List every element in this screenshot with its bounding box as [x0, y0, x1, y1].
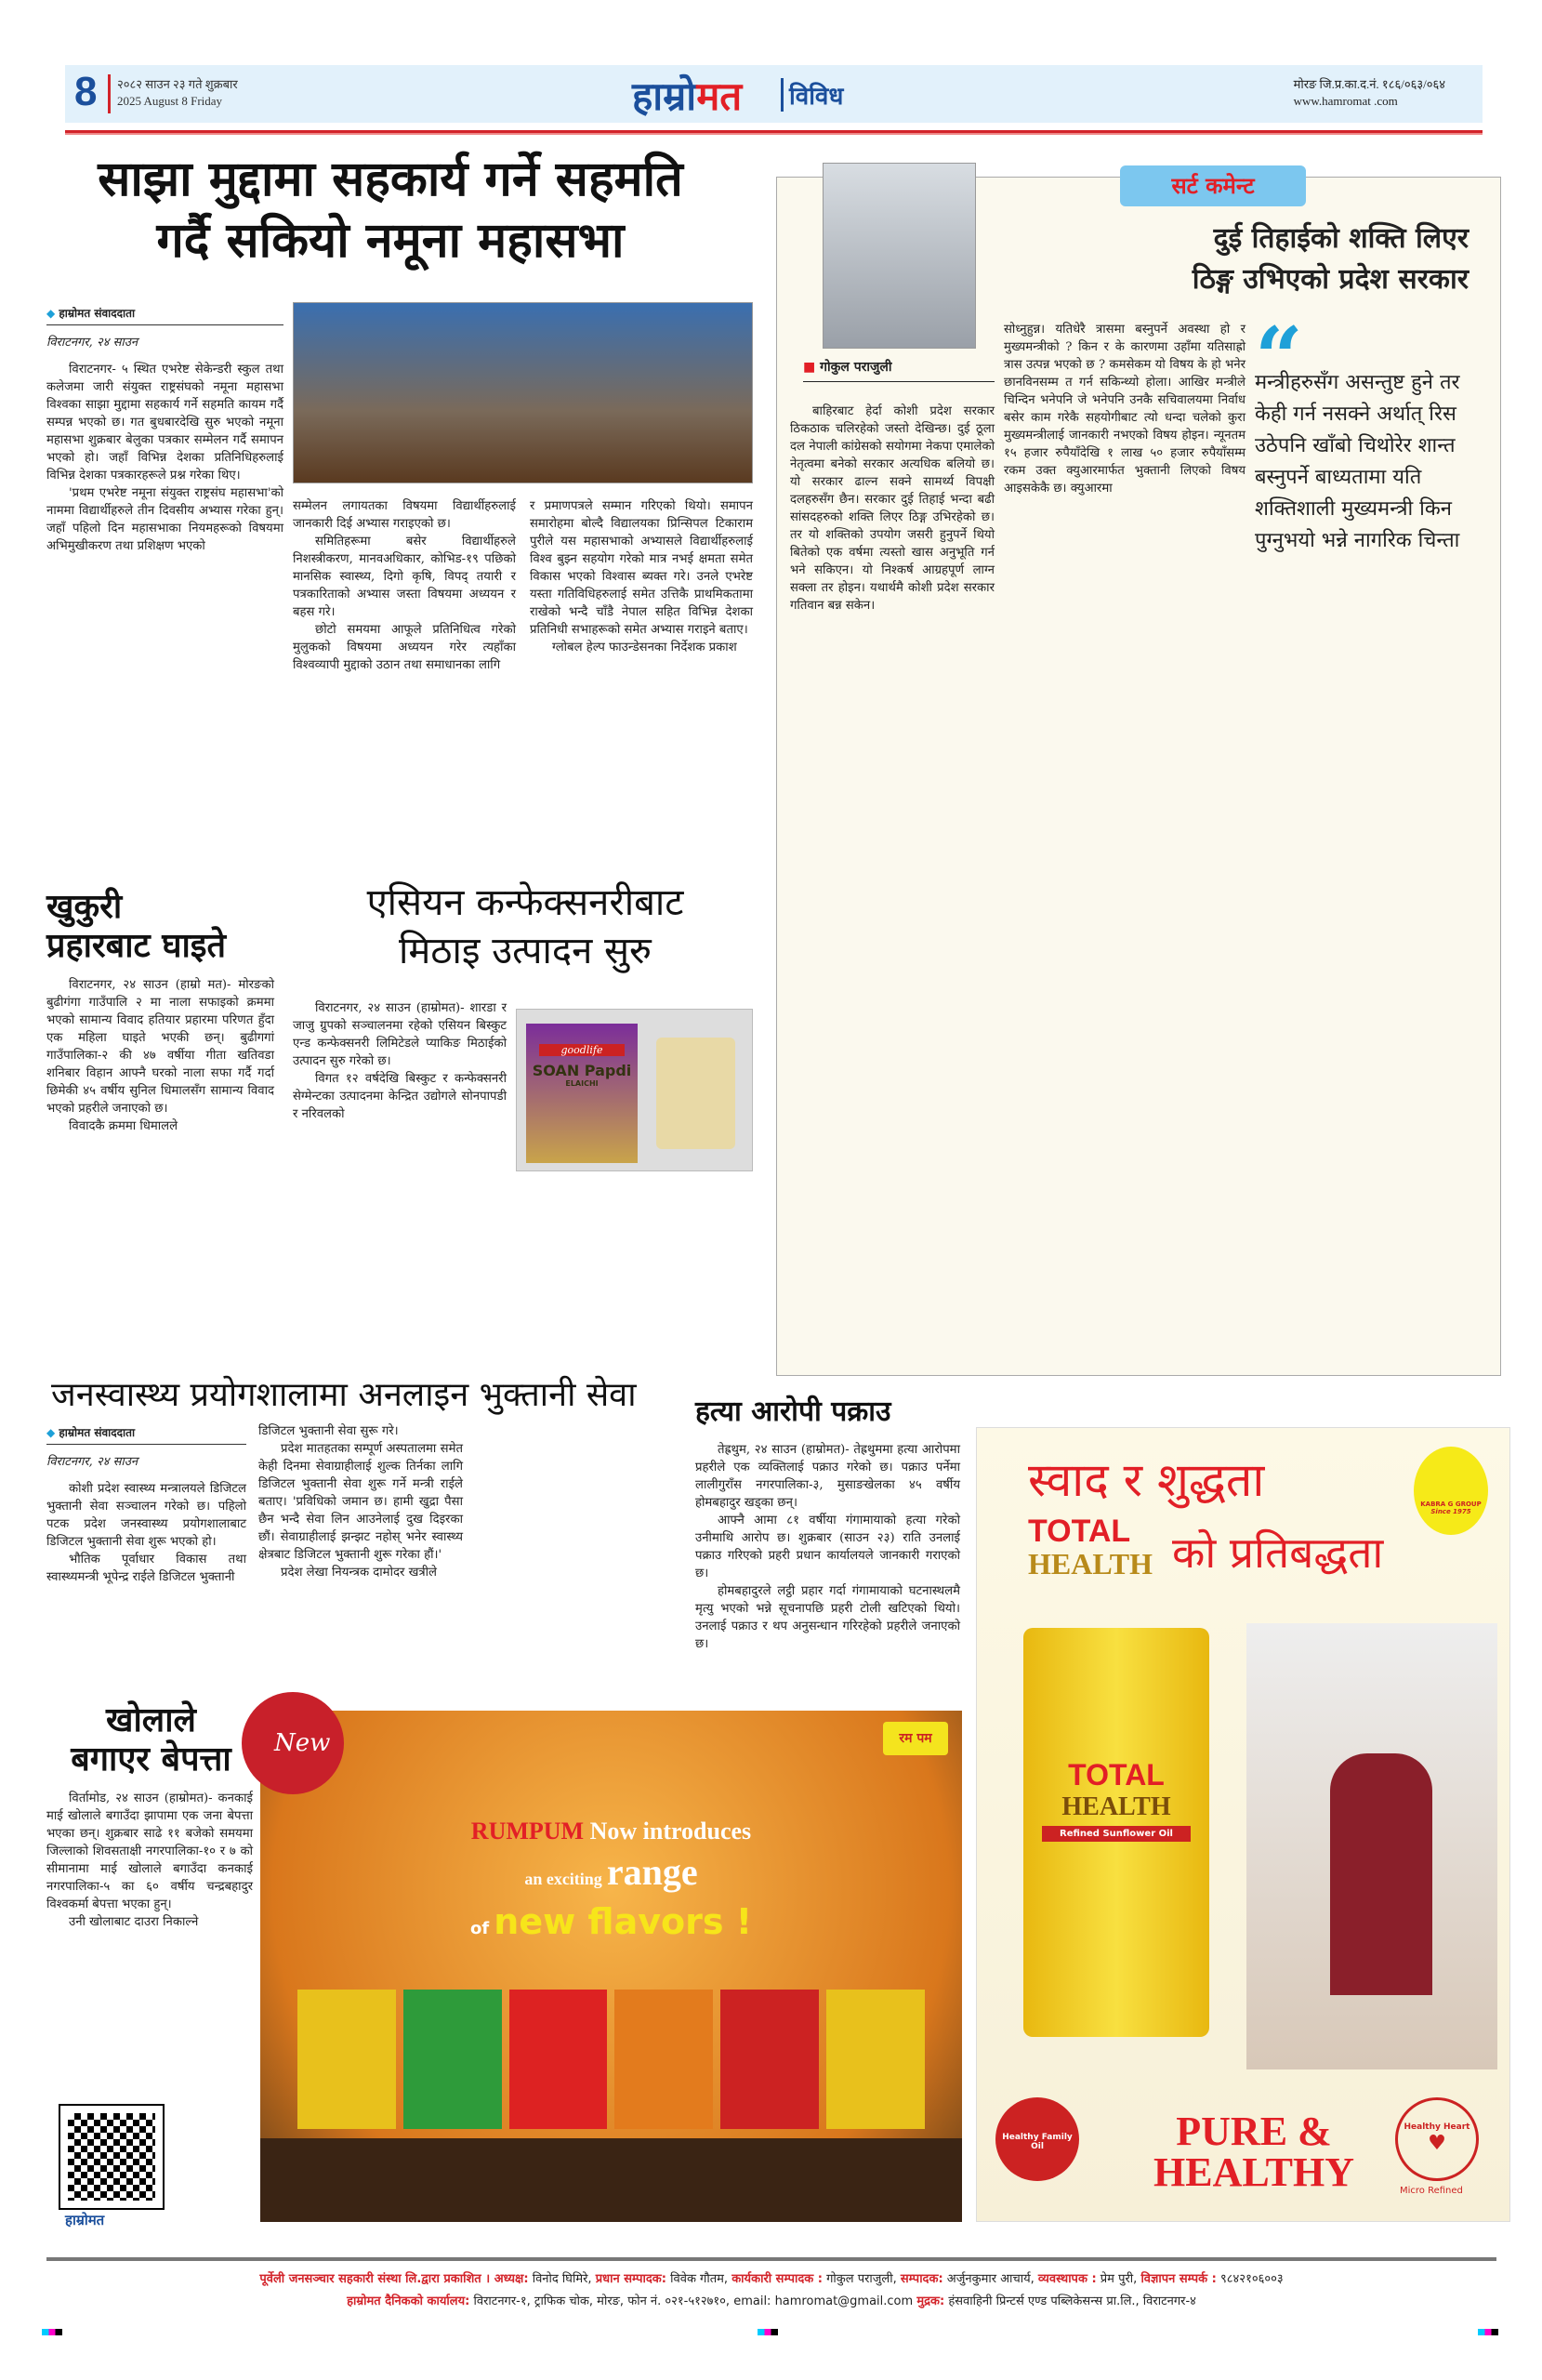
health-col-1 — [46, 1424, 246, 1586]
lead-col-2 — [293, 497, 516, 674]
masthead — [65, 65, 1483, 123]
comment-col-1 — [790, 358, 995, 615]
hatya-headline: हत्या आरोपी पक्राउ — [695, 1395, 891, 1428]
micro-refined: Micro Refined — [1400, 2186, 1463, 2196]
brand: RUMPUM — [470, 1818, 585, 1844]
khukuri-headline — [46, 888, 279, 966]
headline-line: बगाएर बेपत्ता — [71, 1740, 231, 1778]
khukuri-body — [46, 976, 274, 1135]
lead-col-3 — [530, 497, 753, 656]
pouch-brand: TOTAL — [1068, 1758, 1165, 1792]
healthy-family-seal: Healthy Family Oil — [995, 2097, 1079, 2181]
paragraph: कोशी प्रदेश स्वास्थ्य मन्त्रालयले डिजिटल भुक्तानी सेवा सञ्चालन गरेको छ। पहिलो पटक प्रदेश जनस्वास्थ्य प्रयोगशालाबाट डिजिटल भुक्तानी सेवा शुरू भएको हो। — [46, 1482, 246, 1549]
label: सम्पादक: — [900, 2272, 943, 2286]
paragraph: 'प्रथम एभरेष्ट नमूना संयुक्त राष्ट्रसंघ महासभा'को नाममा विद्यार्थीहरुले तीन दिवसीय अभ्यास गरेका हुन्। जहाँ पहिलो दिन महासभाका नियमहरूको विषयमा अभिमुखीकरण तथा प्रशिक्षण भएको — [46, 486, 283, 553]
quote-mark-icon: “ — [1255, 309, 1303, 407]
ad-text: of — [469, 1919, 490, 1938]
value: अर्जुनकुमार आचार्य, — [942, 2272, 1038, 2286]
paragraph: छोटो समयमा आफूले प्रतिनिधित्व गरेको मुलुकको विषयमा अध्ययन गरेर त्यहाँका विश्वव्यापी मुद्दाको उठान तथा समाधानका लागि — [293, 623, 516, 672]
ad-line — [260, 1818, 962, 1845]
website[interactable]: www.hamromat .com — [1293, 94, 1398, 108]
product-brand: goodlife — [539, 1044, 625, 1056]
registration-number: मोरङ जि.प्र.का.द.नं. १८६/०६३/०६४ — [1293, 77, 1445, 91]
heart-icon: ♥ — [1428, 2132, 1446, 2155]
kabra-logo — [1414, 1447, 1488, 1535]
logo-part-red: मत — [696, 73, 743, 119]
headline-line: दुई तिहाईको शक्ति लिएर — [1213, 222, 1469, 255]
product-flavor: ELAICHI — [565, 1079, 599, 1088]
sweet-piece — [656, 1038, 735, 1149]
label: व्यवस्थापक : — [1037, 2272, 1097, 2286]
paragraph: विराटनगर- ५ स्थित एभरेष्ट सेकेन्डरी स्कुल तथा कलेजमा जारी संयुक्त राष्ट्रसंघको नमूना महासभा विश्वका साझा मुद्दामा सहकार्य गर्ने सहमति कायम गर्दै सम्पन्न भएको छ। गत बुधबारदेखि सुरु भएको नमूना महासभा शुक्रबार बेलुका पत्रकार सम्मेलन गर्दै समापन भएको हो। जहाँ विभिन्न देशका प्रतिनिधिहरुलाई विभिन्न देशका पत्रकारहरूले प्रश्न गरेका थिए। — [46, 363, 283, 483]
rumpum-advertisement[interactable] — [260, 1711, 962, 2222]
footer-imprint — [46, 2257, 1496, 2313]
khola-body — [46, 1790, 253, 1931]
author-photo — [823, 163, 976, 349]
pack — [614, 1990, 713, 2129]
ad-line — [260, 1850, 962, 1894]
square-icon: ■ — [803, 360, 821, 375]
paragraph: र प्रमाणपत्रले सम्मान गरिएको थियो। समापन समारोहमा बोल्दै विद्यालयका प्रिन्सिपल टिकाराम पुरीले यस महासभाको अभ्यासले विद्यार्थीहरुलाई विश्व बुझ्न सहयोग गरेको मात्र नभई क्षमता समेत विकास भएको विश्वास ब्यक्त गरे। उनले एभरेष्ट यस्ता गतिविधिहरुलाई समेत उत्तिकै प्राथमिकतामा राखेको भन्दै चाँडै नेपाल सहित विभिन्न देशका प्रतिनिधी सभाहरूको समेत अभ्यास गराइने बताए। — [530, 499, 753, 637]
value: विनोद घिमिरे, — [528, 2272, 596, 2286]
headline-line: एसियन कन्फेक्सनरीबाट — [366, 881, 684, 924]
pouch-product: Refined Sunflower Oil — [1042, 1826, 1191, 1842]
logo — [632, 69, 742, 122]
brand-health: HEALTH — [1028, 1547, 1153, 1580]
paragraph: विराटनगर, २४ साउन (हाम्रो मत)- मोरङको बुढीगंगा गाउँपालि २ मा नाला सफाइको क्रममा भएको सामान्य विवाद हतियार प्रहारमा परिणत हुँदा एक महिला घाइते भएकी छन्। बुढीगगां गाउँपालिका-२ की ४७ वर्षीया गीता खतिवडा शनिबार विहान आफ्नै घरको नाला सफा गर्दै गर्दा छिमेकी ४५ वर्षीय सुनिल धिमालसँग सामान्य विवाद भएको प्रहरीले जनाएको छ। — [46, 978, 274, 1116]
paragraph: होमबहादुरले लट्ठी प्रहार गर्दा गंगामायाको घटनास्थलमै मृत्यु भएको भन्ने सूचनापछि प्रहरी टोली खटिएको थियो। उनलाई पक्राउ र थप अनुसन्धान गरिरहेको प्रहरीले जनाएको छ। — [695, 1584, 960, 1651]
value: गोकुल पराजुली, — [822, 2272, 901, 2286]
headline-line: खुकुरी — [46, 888, 123, 926]
page-number: 8 — [74, 69, 98, 114]
value: प्रेम पुरी, — [1096, 2272, 1141, 2286]
value: विराटनगर-१, ट्राफिक चोक, मोरङ, फोन नं. ०२१-५१२७१०, email: hamromat@gmail.com — [469, 2294, 917, 2308]
comment-col-2 — [1004, 321, 1245, 497]
label: प्रधान सम्पादक: — [595, 2272, 666, 2286]
dateline: विराटनगर, २४ साउन — [46, 1455, 138, 1469]
author-text: गोकुल पराजुली — [820, 360, 892, 375]
value: हंसवाहिनी प्रिन्टर्स एण्ड पब्लिकेसन्स प्रा.लि., विराटनगर-४ — [944, 2294, 1196, 2308]
paragraph: विगत १२ वर्षदेखि बिस्कुट र कन्फेक्सनरी सेग्मेन्टका उत्पादनमा केन्द्रित उद्योगले सोनपापडी र नरिवलको — [293, 1072, 507, 1121]
paragraph: समितिहरूमा बसेर विद्यार्थीहरुले निशस्त्रीकरण, मानवअधिकार, कोभिड-१९ पछिको मानसिक स्वास्थ्य, दिगो कृषि, विपद् तयारी र पत्रकारिताको अभ्यास जस्ता विषयमा अध्ययन र बहस गरे। — [293, 535, 516, 619]
ad-text: range — [606, 1851, 698, 1893]
paragraph: आफ्नै आमा ८१ वर्षीया गंगामायाको हत्या गरेको उनीमाथि आरोप छ। शुक्रबार (साउन २३) राति उनलाई पक्राउ गरिएको प्रहरी प्रधान कार्यालयले जानकारी गराएको छ। — [695, 1514, 960, 1580]
pouch-brand-2: HEALTH — [1061, 1792, 1171, 1821]
date — [117, 76, 238, 110]
soan-papdi-photo — [516, 1009, 753, 1171]
qr-logo: हाम्रोमत — [65, 2212, 105, 2228]
date-nepali: २०८२ साउन २३ गते शुक्रबार — [117, 77, 238, 91]
value: ९८४२१०६००३ — [1216, 2272, 1284, 2286]
registration-mark — [758, 2329, 778, 2335]
headline-line: खोलाले — [106, 1701, 196, 1739]
date-english: 2025 August 8 Friday — [117, 94, 223, 108]
paragraph: भौतिक पूर्वाधार विकास तथा स्वास्थ्यमन्त्री भूपेन्द्र राईले डिजिटल भुक्तानी — [46, 1553, 246, 1584]
product-name: SOAN Papdi — [532, 1062, 632, 1079]
paragraph: सम्मेलन लगायतका विषयमा विद्यार्थीहरुलाई जानकारी दिई अभ्यास गराइएको छ। — [293, 499, 516, 531]
total-health-advertisement[interactable] — [976, 1427, 1510, 2222]
header-rule — [65, 130, 1483, 135]
comment-headline — [1022, 218, 1469, 300]
ad-text: new flavors ! — [494, 1901, 753, 1942]
value: विवेक गौतम, — [666, 2272, 732, 2286]
product-pack — [526, 1024, 638, 1163]
registration — [1294, 76, 1445, 110]
paragraph: बाहिरबाट हेर्दा कोशी प्रदेश सरकार ठिकठाक चलिरहेको जस्तो देखिन्छ। दुई ठूला दल नेपाली कांग्रेसको सयोगमा नेकपा एमालेको नेतृत्वमा बनेको सरकार अत्यधिक बलियो छ। यो सरकार ढाल्न सक्ने सामर्थ्य विपक्षी दलहरुसँग छैन। सरकार दुई तिहाई भन्दा बढी सांसदहरुको शक्ति लिएर ठिङ्ग उभिरहेको छ। तर यो शक्तिको उपयोग जसरी हुनुपर्ने थियो बितेको एक वर्षमा त्यस्तो खास अनुभूति गर्न भने सकिएन। यो निश्कर्ष आग्रहपूर्ण लाग्न सक्ला तर होइन। यथार्थमै कोशी प्रदेश सरकार गतिवान बन्न सकेन। — [790, 404, 995, 613]
imprint-line-2 — [46, 2291, 1496, 2313]
headline-line: प्रहारबाट घाइते — [46, 927, 227, 965]
new-badge: New — [242, 1692, 344, 1794]
oil-pouch — [1023, 1628, 1209, 2037]
hatya-body — [695, 1441, 960, 1653]
headline-line: मिठाइ उत्पादन सुरु — [399, 930, 652, 972]
since: Since 1975 — [1430, 1508, 1471, 1515]
registration-mark — [42, 2329, 62, 2335]
paragraph: प्रदेश लेखा नियन्त्रक दामोदर खत्रीले — [281, 1566, 438, 1580]
ad-line — [260, 1901, 962, 1942]
asian-headline — [297, 879, 753, 975]
headline-line: साझा मुद्दामा सहकार्य गर्ने सहमति — [98, 152, 683, 207]
seal-text: Healthy Heart — [1404, 2122, 1470, 2132]
noodle-packs — [297, 1990, 925, 2129]
pack — [826, 1990, 925, 2129]
paragraph: प्रदेश मातहतका सम्पूर्ण अस्पतालमा समेत केही दिनमा सेवाग्राहीलाई शुल्क तिर्नका लागि डिजिटल भुक्तानी सेवा शुरू गर्ने मन्त्री राईले बताए। 'प्रविधिको जमान छ। हामी खुद्रा पैसा छैन भन्दै सेवा लिन आउनेलाई दुख दिइरका छौं। सेवाग्राहीलाई झन्झट नहोस् भनेर स्वास्थ्य क्षेत्रबाट डिजिटल भुक्तानी शुरू गरेका हौं।' — [258, 1442, 463, 1562]
author-name — [803, 358, 995, 382]
slogan — [1153, 2111, 1354, 2193]
paragraph: विराटनगर, २४ साउन (हाम्रोमत)- शारडा र जाजु ग्रुपको सञ्चालनमा रहेको एसियन बिस्कुट एन्ड कन्फेक्सनरी लिमिटेडले प्याकिङ मिठाईको उत्पादन सुरु गरेको छ। — [293, 1001, 507, 1068]
paragraph: उनी खोलाबाट दाउरा निकाल्ने — [69, 1915, 199, 1929]
ad-text: an exciting — [524, 1870, 602, 1888]
woman-cooking-photo — [1246, 1623, 1497, 2069]
lead-headline — [51, 149, 730, 271]
healthy-heart-seal — [1395, 2097, 1479, 2181]
apron — [1330, 1753, 1432, 1995]
khola-headline — [46, 1701, 256, 1779]
table-with-plates — [260, 2138, 962, 2222]
paragraph: विवादकै क्रममा धिमालले — [69, 1119, 178, 1133]
ad-tagline-2: को प्रतिबद्धता — [1172, 1527, 1384, 1578]
slogan-line: HEALTHY — [1153, 2149, 1355, 2195]
pack — [720, 1990, 819, 2129]
pack — [403, 1990, 502, 2129]
conference-photo — [293, 302, 753, 483]
divider — [108, 74, 111, 113]
paragraph: तेह्रथुम, २४ साउन (हाम्रोमत)- तेह्रथुममा हत्या आरोपमा प्रहरीले एक व्यक्तिलाई पक्राउ गरेको छ। पक्राउ पर्नेमा लालीगुराँस नगरपालिका-३, मुसाङखेलका ४५ वर्षीय होमबहादुर खड्का छन्। — [695, 1443, 960, 1510]
rumpum-logo: रम पम — [883, 1722, 948, 1755]
qr-code[interactable] — [60, 2106, 163, 2208]
ad-text: Now introduces — [589, 1818, 752, 1844]
label: कार्यकारी सम्पादक : — [731, 2272, 823, 2286]
health-headline: जनस्वास्थ्य प्रयोगशालामा अनलाइन भुक्तानी सेवा — [51, 1376, 637, 1414]
section-name: विविध — [781, 78, 843, 112]
brand-total: TOTAL — [1028, 1514, 1131, 1549]
lead-col-1 — [46, 305, 283, 555]
dateline: विराटनगर, २४ साउन — [46, 336, 138, 350]
imprint-line-1 — [46, 2268, 1496, 2291]
logo-part: हाम्रो — [632, 73, 697, 119]
pack — [509, 1990, 608, 2129]
slogan-line: PURE & — [1176, 2109, 1332, 2154]
paragraph: सोध्नुहुन्न। यतिधेरै त्रासमा बस्नुपर्ने अवस्था हो र मुख्यमन्त्रीको ? किन र के कारणमा उहाँमा यतिसाह्रो त्रास उत्पन्न भएको छ ? कमसेकम यो विषय के हो भनेर छानविनसम्म त गर्न सकिन्थ्यो होला। आखिर मन्त्रीले चिन्दिन भनेपनि जे भनेपनि उनकै सचिवालयमा निर्वाध बसेर काम गरेकै सहयोगीबाट त्यो धन्दा चलेको कुरा मुख्यमन्त्रीलाई जानकारी नभएको विषय होइन। न्यूनतम १५ हजार रुपैयाँदेखि १ लाख ५० हजार रुपैयाँसम्म रकम उक्त क्युआरमार्फत भुक्तानी लिएको विषय आइसकेकै छ। क्युआरमा — [1004, 323, 1245, 496]
headline-line: गर्दै सकियो नमूना महासभा — [156, 213, 625, 269]
asian-body — [293, 999, 507, 1123]
paragraph: ग्लोबल हेल्प फाउन्डेसनका निर्देशक प्रकाश — [552, 641, 737, 654]
comment-tag: सर्ट कमेन्ट — [1120, 165, 1306, 206]
paragraph: डिजिटल भुक्तानी सेवा सुरू गरे। — [258, 1424, 399, 1438]
ad-tagline: स्वाद र शुद्धता — [1028, 1453, 1265, 1507]
pull-quote: मन्त्रीहरुसँग असन्तुष्ट हुने तर केही गर्न नसक्ने अर्थात् रिस उठेपनि खाँबो चिथोरेर शान्त बस्नुपर्ने बाध्यतामा यति शक्तिशाली मुख्यमन्त्री किन पुग्नुभयो भन्ने नागरिक चिन्ता — [1255, 371, 1460, 552]
byline: ◆ हाम्रोमत संवाददाता — [46, 305, 283, 325]
pack — [297, 1990, 396, 2129]
health-col-2 — [258, 1422, 463, 1581]
byline: ◆ हाम्रोमत संवाददाता — [46, 1424, 246, 1445]
label: विज्ञापन सम्पर्क : — [1140, 2272, 1217, 2286]
headline-line: ठिङ्ग उभिएको प्रदेश सरकार — [1192, 263, 1469, 296]
label: पूर्वेली जनसञ्चार सहकारी संस्था लि.द्वारा प्रकाशित । अध्यक्ष: — [259, 2272, 529, 2286]
registration-mark — [1478, 2329, 1498, 2335]
company: KABRA G GROUP — [1420, 1501, 1482, 1508]
label: मुद्रक: — [916, 2294, 945, 2308]
label: हाम्रोमत दैनिकको कार्यालय: — [347, 2294, 470, 2308]
paragraph: विर्तामोड, २४ साउन (हाम्रोमत)- कनकाई माई खोलाले बगाउँदा झापामा एक जना बेपत्ता भएका छन्। शुक्रबार साढे ११ बजेको समयमा जिल्लाको शिवसताक्षी नगरपालिका-१० र ७ को सीमानामा माई खोलाले बगाउँदा कनकाई नगरपालिका-५ का ६० वर्षीय चन्द्रबहादुर विश्वकर्मा बेपत्ता भएका हुन्। — [46, 1792, 253, 1911]
